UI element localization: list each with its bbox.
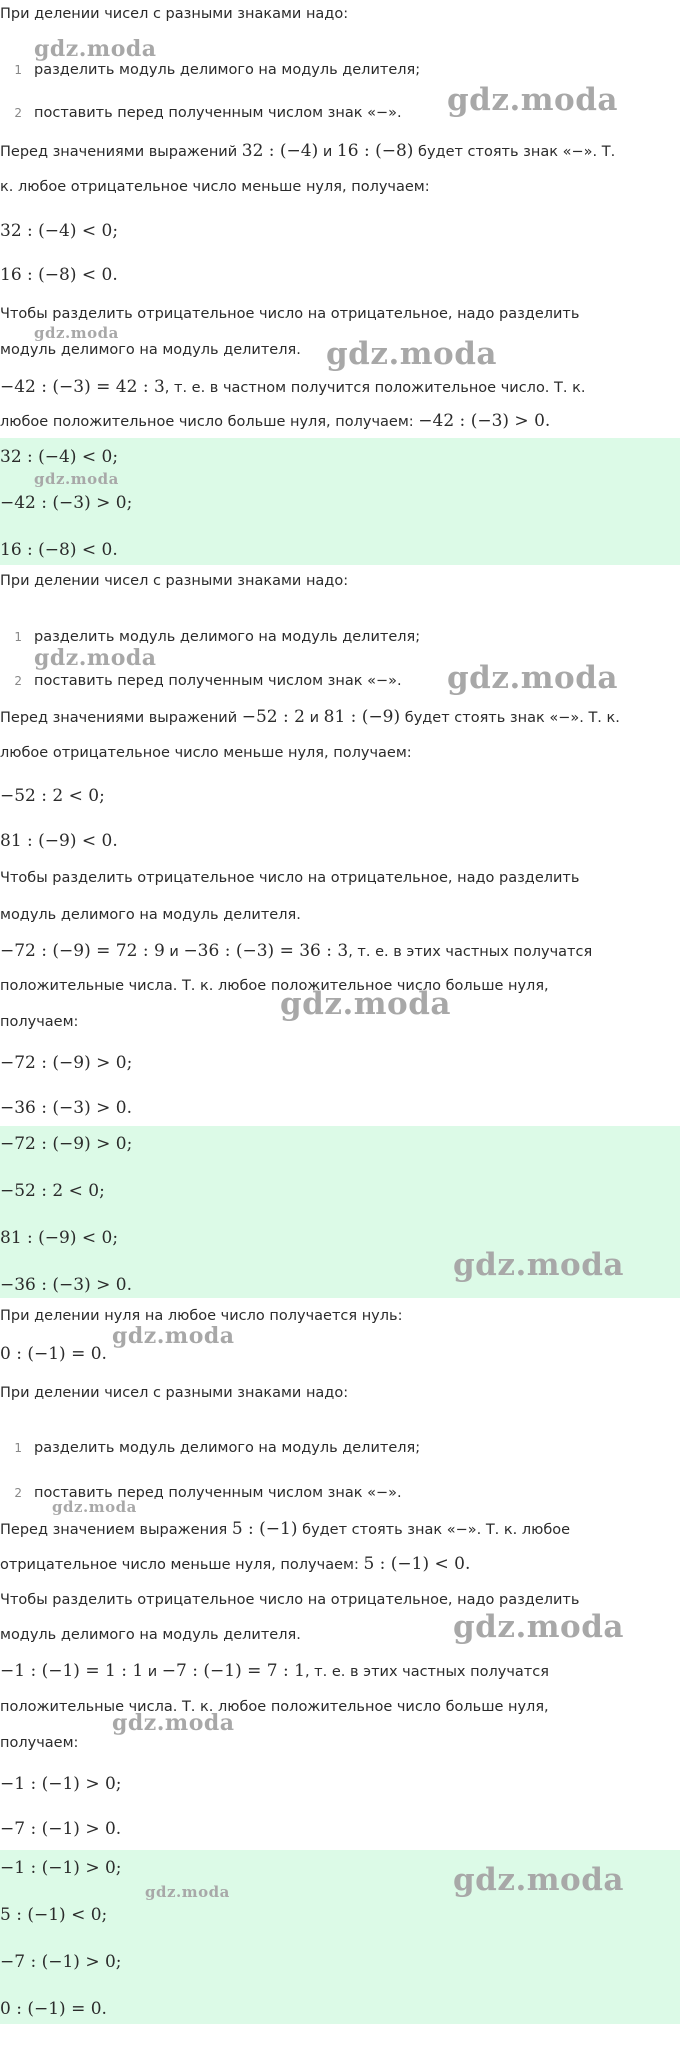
paragraph: Перед значениями выражений −52 : 2 и 81 : (−9) будет стоять знак «−». Т. к. xyxy=(0,707,620,727)
paragraph: −1 : (−1) = 1 : 1 и −7 : (−1) = 7 : 1, т. е. в этих частных получатся xyxy=(0,1661,549,1681)
math-result: 0 : (−1) = 0. xyxy=(0,1344,107,1364)
list-item-text: разделить модуль делимого на модуль делителя; xyxy=(34,1440,421,1456)
math-expression: 5 : (−1) < 0. xyxy=(363,1554,471,1574)
list-item xyxy=(0,60,420,80)
answer-line: −1 : (−1) > 0; xyxy=(0,1858,122,1878)
math-expression: −72 : (−9) = 72 : 9 xyxy=(0,941,165,961)
paragraph: −42 : (−3) = 42 : 3, т. е. в частном получится положительное число. Т. к. xyxy=(0,377,586,397)
list-item-text: поставить перед полученным числом знак «−». xyxy=(34,1485,402,1501)
answer-line: 0 : (−1) = 0. xyxy=(0,1999,107,2019)
watermark: gdz.moda xyxy=(112,1710,235,1736)
list-item-text: разделить модуль делимого на модуль делителя; xyxy=(34,62,421,78)
paragraph: −72 : (−9) = 72 : 9 и −36 : (−3) = 36 : 3, т. е. в этих частных получатся xyxy=(0,941,593,961)
paragraph-line: получаем: xyxy=(0,1735,79,1751)
math-result: −1 : (−1) > 0; xyxy=(0,1774,122,1794)
math-result: −36 : (−3) > 0. xyxy=(0,1098,133,1118)
paragraph-line: получаем: xyxy=(0,1014,79,1030)
watermark: gdz.moda xyxy=(326,336,497,372)
paragraph-line: модуль делимого на модуль делителя. xyxy=(0,1627,301,1643)
intro-text: При делении чисел с разными знаками надо: xyxy=(0,6,349,22)
list-number: 1 xyxy=(14,630,22,644)
paragraph-line: положительные числа. Т. к. любое положительное число больше нуля, xyxy=(0,978,549,994)
watermark: gdz.moda xyxy=(447,82,618,118)
paragraph: Перед значением выражения 5 : (−1) будет стоять знак «−». Т. к. любое xyxy=(0,1519,571,1539)
math-expression: 81 : (−9) xyxy=(323,707,401,727)
answer-line: −52 : 2 < 0; xyxy=(0,1181,105,1201)
watermark: gdz.moda xyxy=(453,1862,624,1898)
watermark: gdz.moda xyxy=(447,660,618,696)
paragraph-line: модуль делимого на модуль делителя. xyxy=(0,907,301,923)
list-item xyxy=(0,627,420,647)
watermark: gdz.moda xyxy=(453,1609,624,1645)
math-result: −52 : 2 < 0; xyxy=(0,786,105,806)
answer-line: 16 : (−8) < 0. xyxy=(0,540,118,560)
list-number: 2 xyxy=(14,674,22,688)
list-number: 1 xyxy=(14,63,22,77)
watermark: gdz.moda xyxy=(453,1247,624,1283)
math-expression: −42 : (−3) = 42 : 3 xyxy=(0,377,165,397)
paragraph-line: модуль делимого на модуль делителя. xyxy=(0,342,301,358)
math-result: −72 : (−9) > 0; xyxy=(0,1053,133,1073)
watermark: gdz.moda xyxy=(34,36,157,62)
answer-line: −36 : (−3) > 0. xyxy=(0,1275,133,1295)
list-item xyxy=(0,103,402,123)
paragraph-line: к. любое отрицательное число меньше нуля, получаем: xyxy=(0,179,430,195)
math-result: 32 : (−4) < 0; xyxy=(0,221,119,241)
list-item-text: разделить модуль делимого на модуль делителя; xyxy=(34,629,421,645)
list-number: 1 xyxy=(14,1441,22,1455)
answer-line: 81 : (−9) < 0; xyxy=(0,1228,119,1248)
math-expression: 32 : (−4) xyxy=(241,141,319,161)
math-expression: 16 : (−8) xyxy=(336,141,414,161)
math-result: 81 : (−9) < 0. xyxy=(0,831,118,851)
paragraph-line: Чтобы разделить отрицательное число на отрицательное, надо разделить xyxy=(0,306,580,322)
watermark: gdz.moda xyxy=(112,1323,235,1349)
answer-line: 32 : (−4) < 0; xyxy=(0,447,119,467)
intro-text: При делении чисел с разными знаками надо: xyxy=(0,1385,349,1401)
list-number: 2 xyxy=(14,1486,22,1500)
paragraph-line: любое отрицательное число меньше нуля, получаем: xyxy=(0,745,412,761)
intro-text: При делении чисел с разными знаками надо: xyxy=(0,573,349,589)
watermark: gdz.moda xyxy=(34,470,119,488)
math-expression: −7 : (−1) = 7 : 1 xyxy=(161,1661,305,1681)
math-expression: −1 : (−1) = 1 : 1 xyxy=(0,1661,144,1681)
math-expression: 5 : (−1) xyxy=(231,1519,298,1539)
paragraph: любое положительное число больше нуля, получаем: −42 : (−3) > 0. xyxy=(0,411,551,431)
list-item-text: поставить перед полученным числом знак «−». xyxy=(34,105,402,121)
paragraph: отрицательное число меньше нуля, получаем: 5 : (−1) < 0. xyxy=(0,1554,471,1574)
list-number: 2 xyxy=(14,106,22,120)
paragraph-line: Чтобы разделить отрицательное число на отрицательное, надо разделить xyxy=(0,870,580,886)
watermark: gdz.moda xyxy=(34,645,157,671)
list-item xyxy=(0,1438,420,1458)
math-result: 16 : (−8) < 0. xyxy=(0,265,118,285)
list-item xyxy=(0,671,402,691)
math-expression: −52 : 2 xyxy=(241,707,305,727)
answer-line: −7 : (−1) > 0; xyxy=(0,1952,122,1972)
paragraph: Перед значениями выражений 32 : (−4) и 16 : (−8) будет стоять знак «−». Т. xyxy=(0,141,616,161)
answer-line: 5 : (−1) < 0; xyxy=(0,1905,108,1925)
watermark: gdz.moda xyxy=(52,1498,137,1516)
math-expression: −42 : (−3) > 0. xyxy=(418,411,551,431)
paragraph-line: При делении нуля на любое число получается нуль: xyxy=(0,1308,403,1324)
answer-line: −42 : (−3) > 0; xyxy=(0,493,133,513)
paragraph-line: положительные числа. Т. к. любое положительное число больше нуля, xyxy=(0,1699,549,1715)
math-expression: −36 : (−3) = 36 : 3 xyxy=(183,941,349,961)
answer-line: −72 : (−9) > 0; xyxy=(0,1134,133,1154)
paragraph-line: Чтобы разделить отрицательное число на отрицательное, надо разделить xyxy=(0,1592,580,1608)
math-result: −7 : (−1) > 0. xyxy=(0,1819,122,1839)
list-item-text: поставить перед полученным числом знак «−». xyxy=(34,673,402,689)
watermark: gdz.moda xyxy=(34,324,119,342)
watermark: gdz.moda xyxy=(280,986,451,1022)
watermark: gdz.moda xyxy=(145,1883,230,1901)
answer-box xyxy=(0,438,680,565)
